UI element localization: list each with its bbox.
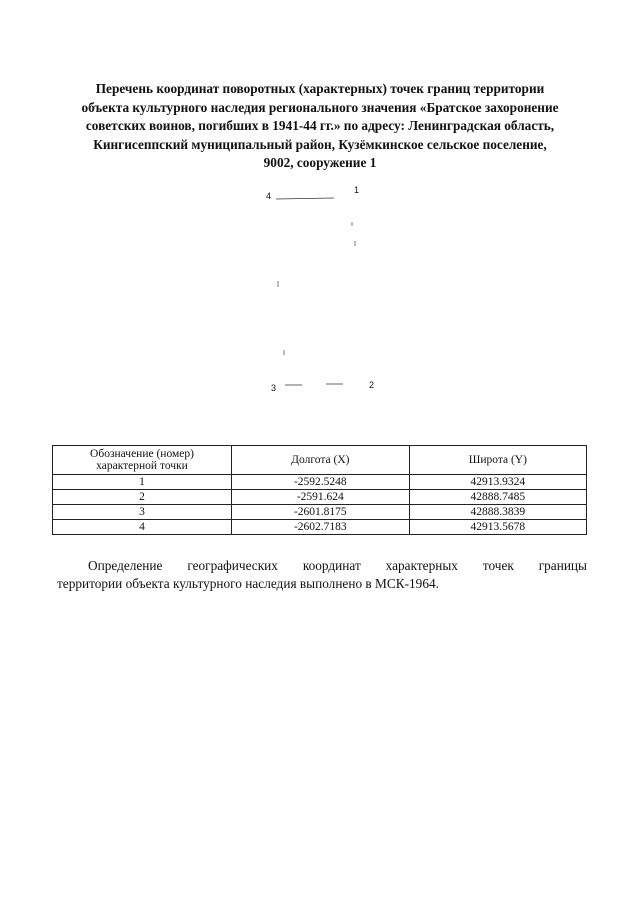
cell-longitude: -2602.7183: [232, 520, 410, 535]
cell-latitude: 42913.9324: [409, 475, 586, 490]
point-label-3: 3: [271, 383, 277, 393]
title-line-4: Кингисеппский муниципальный район, Кузёмкинское сельское поселение,: [93, 136, 547, 152]
title-line-2: объекта культурного наследия регионального значения «Братское захоронение: [81, 99, 559, 115]
note-line-2: территории объекта культурного наследия выполнено в МСК-1964.: [57, 576, 439, 591]
table-row: [53, 475, 587, 490]
note-line-1: Определение географических координат характерных точек границы: [88, 558, 587, 573]
title-line-3: советских воинов, погибших в 1941-44 гг.» по адресу: Ленинградская область,: [85, 118, 555, 134]
boundary-line-4-1: [276, 198, 334, 199]
point-label-4: 4: [266, 191, 272, 201]
cell-point: 4: [53, 520, 232, 535]
table-row: [53, 520, 587, 535]
cell-point: 1: [53, 475, 232, 490]
coordinate-system-note: [57, 557, 587, 593]
boundary-scheme: [0, 0, 640, 430]
cell-point: 2: [53, 490, 232, 505]
title-line-1: Перечень координат поворотных (характерных) точек границ территории: [95, 81, 545, 96]
cell-point: 3: [53, 505, 232, 520]
cell-latitude: 42888.7485: [409, 490, 586, 505]
document-title: [52, 80, 588, 173]
table-header-row: [53, 446, 587, 475]
point-label-2: 2: [369, 380, 375, 390]
coordinates-table: [52, 445, 587, 535]
cell-longitude: -2601.8175: [232, 505, 410, 520]
cell-longitude: -2592.5248: [232, 475, 410, 490]
title-line-5: 9002, сооружение 1: [263, 155, 377, 171]
cell-latitude: 42888.3839: [409, 505, 586, 520]
header-point-line-2: характерной точки: [96, 460, 188, 472]
header-point: [53, 446, 232, 475]
header-latitude: Широта (Y): [409, 446, 586, 475]
cell-latitude: 42913.5678: [409, 520, 586, 535]
header-point-line-1: Обозначение (номер): [90, 447, 194, 460]
header-longitude: Долгота (X): [232, 446, 410, 475]
table-row: [53, 505, 587, 520]
cell-longitude: -2591.624: [232, 490, 410, 505]
table-row: [53, 490, 587, 505]
point-label-1: 1: [354, 185, 360, 195]
